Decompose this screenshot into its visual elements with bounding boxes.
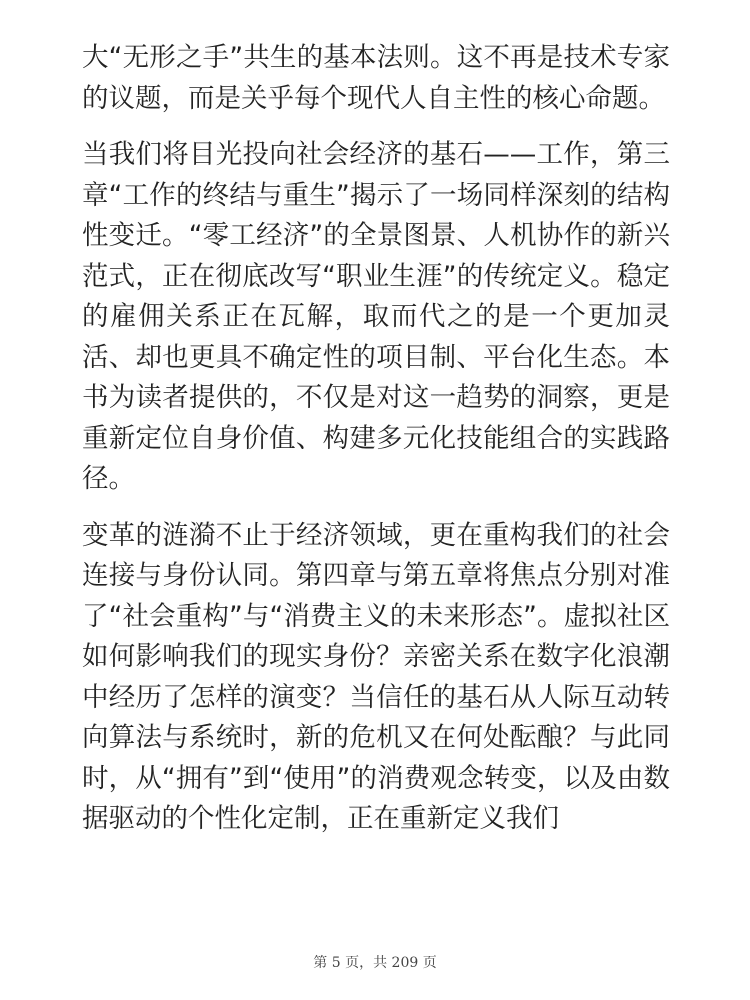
- paragraph-1: 大“无形之手”共生的基本法则。这不再是技术专家的议题，而是关乎每个现代人自主性的核心命题。: [82, 42, 670, 114]
- body-text: [82, 38, 670, 856]
- page-number-footer: 第 5 页，共 209 页: [313, 955, 437, 971]
- paragraph-2: 当我们将目光投向社会经济的基石——工作，第三章“工作的终结与重生”揭示了一场同样深刻的结构性变迁。“零工经济”的全景图景、人机协作的新兴范式，正在彻底改写“职业生涯”的传统定义。稳定的雇佣关系正在瓦解，取而代之的是一个更加灵活、却也更具不确定性的项目制、平台化生态。本书为读者提供的，不仅是对这一趋势的洞察，更是重新定位自身价值、构建多元化技能组合的实践路径。: [82, 139, 670, 494]
- paragraph-3: 变革的涟漪不止于经济领域，更在重构我们的社会连接与身份认同。第四章与第五章将焦点分别对准了“社会重构”与“消费主义的未来形态”。虚拟社区如何影响我们的现实身份？亲密关系在数字化浪潮中经历了怎样的演变？当信任的基石从人际互动转向算法与系统时，新的危机又在何处酝酿？与此同时，从“拥有”到“使用”的消费观念转变，以及由数据驱动的个性化定制，正在重新定义我们: [82, 519, 670, 834]
